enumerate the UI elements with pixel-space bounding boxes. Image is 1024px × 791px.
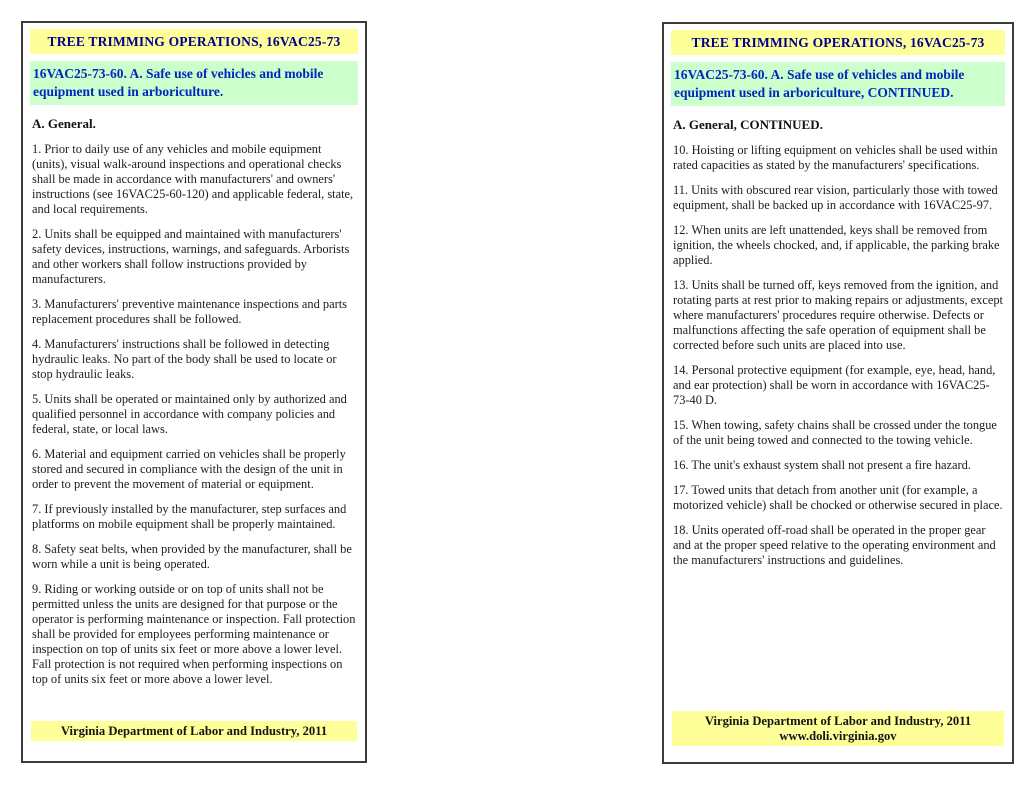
- section-heading: A. General.: [32, 116, 96, 132]
- section-title: 16VAC25-73-60. A. Safe use of vehicles and mobile equipment used in arboriculture, CONTINUED.: [671, 62, 1005, 106]
- page-title: TREE TRIMMING OPERATIONS, 16VAC25-73: [671, 30, 1005, 55]
- regulation-item-1: 1. Prior to daily use of any vehicles and mobile equipment (units), visual walk-around inspections and operational checks shall be made in accordance with manufacturers' and owners' instructions (see 16VAC25-60-120) and applicable federal, state, and local requirements.: [32, 142, 354, 217]
- page-left: [21, 21, 367, 763]
- regulation-item-5: 5. Units shall be operated or maintained only by authorized and qualified personnel in accordance with company policies and federal, state, or local laws.: [32, 392, 347, 437]
- regulation-item-14: 14. Personal protective equipment (for example, eye, head, hand, and ear protection) shall be worn in accordance with 16VAC25-73-40 D.: [673, 363, 996, 408]
- regulation-item-8: 8. Safety seat belts, when provided by the manufacturer, shall be worn while a unit is being operated.: [32, 542, 352, 572]
- regulation-item-17: 17. Towed units that detach from another unit (for example, a motorized vehicle) shall be chocked or otherwise secured in place.: [673, 483, 1003, 513]
- footer-line-website: www.doli.virginia.gov: [779, 729, 897, 743]
- section-title: 16VAC25-73-60. A. Safe use of vehicles and mobile equipment used in arboriculture.: [30, 61, 358, 105]
- footer-line-attribution: Virginia Department of Labor and Industry, 2011: [704, 714, 972, 728]
- regulation-item-11: 11. Units with obscured rear vision, particularly those with towed equipment, shall be backed up in accordance with 16VAC25-97.: [673, 183, 998, 213]
- page-title: TREE TRIMMING OPERATIONS, 16VAC25-73: [30, 29, 358, 54]
- regulation-item-2: 2. Units shall be equipped and maintained with manufacturers' safety devices, instructions, warnings, and safeguards. Arborists and other workers shall follow instructions provided by manufacturers.: [32, 227, 350, 287]
- regulation-item-12: 12. When units are left unattended, keys shall be removed from ignition, the wheels chocked, and, if applicable, the parking brake applied.: [673, 223, 1000, 268]
- page-right: [662, 22, 1014, 764]
- section-heading: A. General, CONTINUED.: [673, 117, 823, 133]
- regulation-item-13: 13. Units shall be turned off, keys removed from the ignition, and rotating parts at rest prior to making repairs or adjustments, except where manufacturers' procedures require otherwise. Defects or malfunctions affecting the safe operation of equipment shall be corrected before such units are placed into use.: [673, 278, 1003, 353]
- page-footer: [672, 711, 1004, 746]
- regulation-item-7: 7. If previously installed by the manufacturer, step surfaces and platforms on mobile equipment shall be properly maintained.: [32, 502, 347, 532]
- regulation-item-10: 10. Hoisting or lifting equipment on vehicles shall be used within rated capacities as stated by the manufacturers' specifications.: [673, 143, 998, 173]
- page-footer: [31, 721, 357, 741]
- regulation-item-3: 3. Manufacturers' preventive maintenance inspections and parts replacement procedures shall be followed.: [32, 297, 347, 327]
- regulation-item-4: 4. Manufacturers' instructions shall be followed in detecting hydraulic leaks. No part of the body shall be used to locate or stop hydraulic leaks.: [32, 337, 337, 382]
- regulation-item-18: 18. Units operated off-road shall be operated in the proper gear and at the proper speed relative to the operating environment and the manufacturers' instructions and guidelines.: [673, 523, 996, 568]
- footer-line-attribution: Virginia Department of Labor and Industry, 2011: [60, 724, 328, 738]
- regulation-item-16: 16. The unit's exhaust system shall not present a fire hazard.: [673, 458, 971, 473]
- regulation-item-6: 6. Material and equipment carried on vehicles shall be properly stored and secured in compliance with the design of the unit in order to prevent the movement of material or equipment.: [32, 447, 346, 492]
- regulation-item-9: 9. Riding or working outside or on top of units shall not be permitted unless the units are designed for that purpose or the operator is performing maintenance or inspection. Fall protection shall be provided for employees performing maintenance or inspection on top of units six feet or more above a lower level. Fall protection is not required when performing inspections on top of units six feet or more above a lower level.: [32, 582, 356, 687]
- regulation-item-15: 15. When towing, safety chains shall be crossed under the tongue of the unit being towed and connected to the towing vehicle.: [673, 418, 997, 448]
